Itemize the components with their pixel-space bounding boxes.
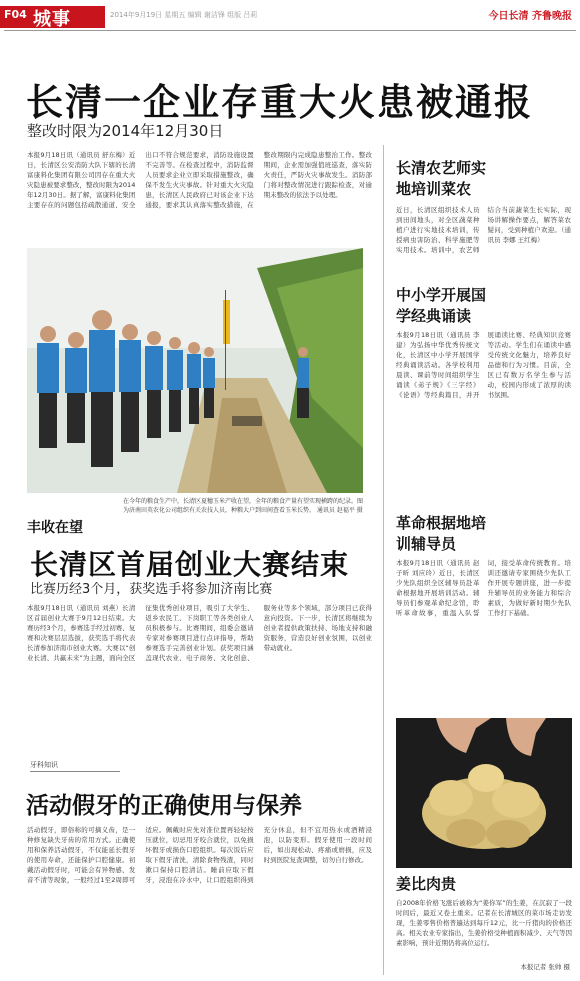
issue-meta: 2014年9月19日 星期五 编辑 谢洁锋 组版 吕莉: [110, 11, 258, 19]
lead-body: 本报9月18日讯（通讯员 舒东梅）近日，长清区公安消防大队下辖的长清富康料化集团有限公司因存在重大火灾隐患被要求整改，整改时限为2014年12月30日。据了解，富康料化集团主要存在的问题包括疏散通道、安全出口不符合规范要求，消防设施设置不完善等。在检查过程中，消防监督人员要求企业立即采取措施整改，确保不发生火灾事故。针对重大火灾隐患，长清区人民政府已对该企业下达通报，要求其认真落实整改措施，在整改期限内完成隐患整治工作。整改期间，企业需加强值班巡查，落实防火责任，严防火灾事故发生。消防部门将对整改情况进行跟踪检查，对逾期未整改的依法予以处理。: [27, 151, 372, 209]
header-divider: [4, 30, 576, 31]
lead-subheadline: 整改时限为2014年12月30日: [27, 122, 224, 140]
counselor-training-body: 本报9月18日讯（通讯员 赵子昕 刘应玲）近日，长清区少先队组织全区辅导员赴革命根据地开展培训活动。辅导员们参观革命纪念馆，聆听革命故事，重温入队誓词，接受革命传统教育。培训还邀请专家围绕少先队工作开展专题讲座，进一步提升辅导员的业务能力和综合素质，为做好新时期少先队工作打下基础。: [396, 559, 571, 617]
counselor-training-headline: 革命根据地培训辅导员: [396, 514, 487, 553]
denture-headline: 活动假牙的正确使用与保养: [26, 793, 302, 819]
ginger-body: 自2008年价格飞涨后被称为“姜你军”的生姜，在沉寂了一段时间后，最近又卷土重来。记者在长清城区的菜市场走访发现，生姜零售价格普遍达到每斤12元，比一斤猪肉的价格还高。相关农业专家指出，生姜价格受种植面积减少、天气等因素影响，预计近期仍将高位运行。: [396, 899, 572, 947]
farm-training-body: 近日，长清区组织技术人员到田间地头，对全区蔬菜种植户进行实地技术培训，传授病虫害防治、科学施肥等实用技术。培训中，农艺师结合当前蔬菜生长实际，现场讲解操作要点，解答菜农疑问，受到种植户欢迎。（通讯员 李娜 王红梅）: [396, 206, 571, 254]
section-title: 城事: [33, 9, 71, 30]
photo-label: 丰收在望: [27, 520, 83, 536]
classics-reading-body: 本报9月18日讯（通讯员 李建）为弘扬中华优秀传统文化，长清区中小学开展国学经典诵读活动。各学校利用晨读、课前等时间组织学生诵读《弟子规》《三字经》《论语》等经典篇目，并开展诵读比赛、经典知识竞赛等活动。学生们在诵读中感受传统文化魅力，培养良好品德和行为习惯。目前，全区已有数万名学生参与活动，校园内形成了浓厚的读书氛围。: [396, 331, 571, 399]
page-number: F04: [4, 8, 27, 21]
column-divider: [383, 145, 384, 975]
ginger-headline: 姜比肉贵: [396, 875, 457, 893]
photo-illustration: [27, 248, 363, 493]
lead-headline: 长清一企业存重大火患被通报: [26, 81, 533, 124]
farm-training-headline: 长清农艺师实地培训菜农: [396, 159, 487, 198]
ginger-illustration: [396, 718, 572, 868]
contest-subheadline: 比赛历经3个月，获奖选手将参加济南比赛: [30, 582, 273, 597]
photo-caption: 在今年的粮食生产中，长清区夏穗玉米产收在望，全年的粮食产量有望实现横跨的纪录。图为济南田英农化公司组织有关农技人员，种粮大户到田间查看玉米长势。 通讯员 赵福平 摄: [123, 498, 364, 514]
contest-headline: 长清区首届创业大赛结束: [30, 548, 350, 581]
cornfield-photo: [27, 248, 363, 493]
classics-reading-headline: 中小学开展国学经典诵读: [396, 286, 487, 325]
denture-body: 活动假牙，即俗称的可摘义齿，是一种修复缺失牙齿的常用方式。正确使用和保养活动假牙，不仅能延长假牙的使用寿命，还能保护口腔健康。初戴活动假牙时，可能会有异物感、发音不清等现象，一般经过1至2周即可适应。佩戴时应先对准位置再轻轻按压就位，切忌用牙咬合就位，以免损坏假牙或损伤口腔组织。每次饭后应取下假牙清洗，清除食物残渣，同时漱口保持口腔清洁。睡前应取下假牙，浸泡在冷水中，让口腔组织得到充分休息，但不宜用热水或酒精浸泡，以防变形。假牙使用一段时间后，如出现松动、疼痛或磨损，应及时到医院复查调整，切勿自行修改。: [27, 826, 372, 884]
ginger-photo: [396, 718, 572, 868]
ginger-credit: 本报记者 张帅 摄: [520, 963, 570, 971]
column-tag: 牙科知识: [30, 760, 120, 772]
brand-logo: 今日长清 齐鲁晚报: [488, 11, 572, 22]
contest-body: 本报9月18日讯（通讯员 刘燕）长清区首届创业大赛于9月12日结束。大赛历经3个月，参赛选手经过初赛、复赛和决赛层层选拔，获奖选手将代表长清参加济南市创业大赛。大赛以“创业长清、共赢未来”为主题，面向全区征集优秀创业项目，吸引了大学生、返乡农民工、下岗职工等各类创业人员积极参与。比赛期间，组委会邀请专家对参赛项目进行点评指导，帮助参赛选手完善创业计划。获奖项目涵盖现代农业、电子商务、文化创意、服务业等多个领域，部分项目已获得意向投资。下一步，长清区将继续为创业者提供政策扶持、场地支持和融资服务，营造良好创业氛围，以创业带动就业。: [27, 604, 372, 662]
